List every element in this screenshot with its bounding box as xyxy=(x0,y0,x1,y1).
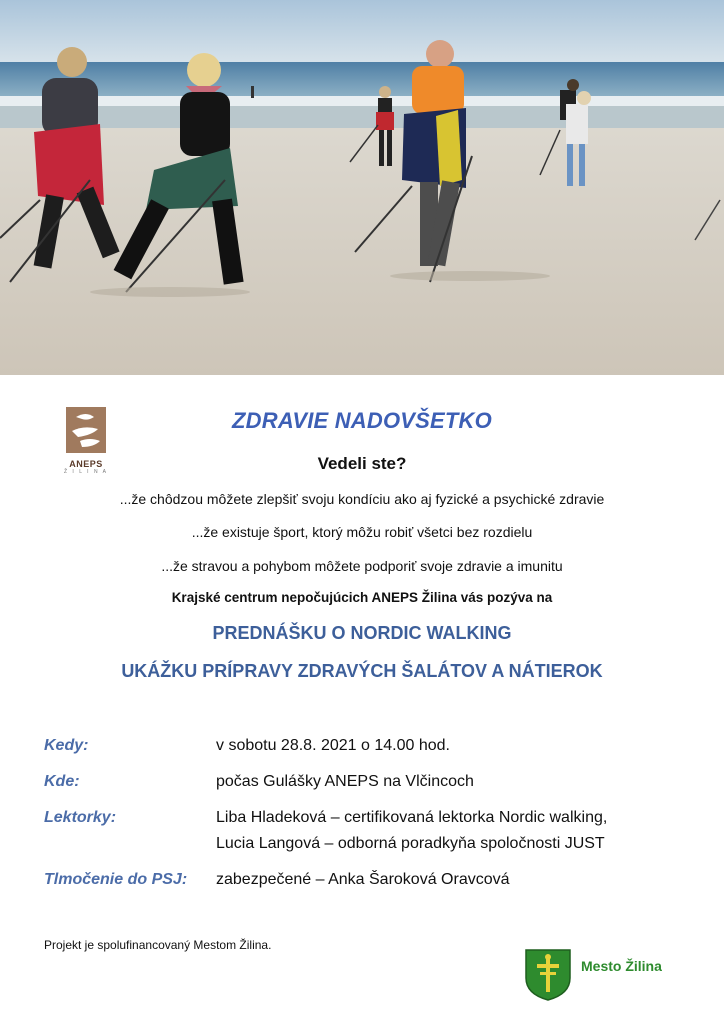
when-label: Kedy: xyxy=(44,737,89,754)
fact-2: ...že existuje šport, ktorý môžu robiť všetci bez rozdielu xyxy=(191,524,533,540)
funding-note: Projekt je spolufinancovaný Mestom Žilina. xyxy=(44,938,272,952)
lecturers-label: Lektorky: xyxy=(44,809,117,826)
subtitle: Vedeli ste? xyxy=(317,454,407,473)
fact-1: ...že chôdzou môžete zlepšiť svoju kondíciu ako aj fyzické a psychické zdravie xyxy=(119,491,605,507)
page-title: ZDRAVIE NADOVŠETKO xyxy=(232,408,492,433)
lecturers-value-1: Liba Hladeková – certifikovaná lektorka Nordic walking, xyxy=(216,809,608,826)
nordic-walking-beach-photo xyxy=(0,0,724,375)
invitation-text: Krajské centrum nepočujúcich ANEPS Žilina vás pozýva na xyxy=(171,590,553,605)
interpreting-label: Tlmočenie do PSJ: xyxy=(44,871,188,888)
when-value: v sobotu 28.8. 2021 o 14.00 hod. xyxy=(216,737,450,754)
aneps-subtext: Ž I L I N A xyxy=(63,469,109,475)
zilina-crest-icon xyxy=(524,948,572,1002)
aneps-brand: ANEPS xyxy=(69,459,103,469)
where-value: počas Gulášky ANEPS na Vlčincoch xyxy=(216,773,474,790)
headline-demo: UKÁŽKU PRÍPRAVY ZDRAVÝCH ŠALÁTOV A NÁTIEROK xyxy=(121,661,603,681)
fact-3: ...že stravou a pohybom môžete podporiť svoje zdravie a imunitu xyxy=(161,558,563,574)
headline-lecture: PREDNÁŠKU O NORDIC WALKING xyxy=(212,623,512,643)
interpreting-value: zabezpečené – Anka Šaroková Oravcová xyxy=(216,871,510,888)
where-label: Kde: xyxy=(44,773,80,790)
header-photo xyxy=(0,0,724,375)
city-name: Mesto Žilina xyxy=(581,958,662,974)
lecturers-value-2: Lucia Langová – odborná poradkyňa spoločnosti JUST xyxy=(216,835,605,852)
